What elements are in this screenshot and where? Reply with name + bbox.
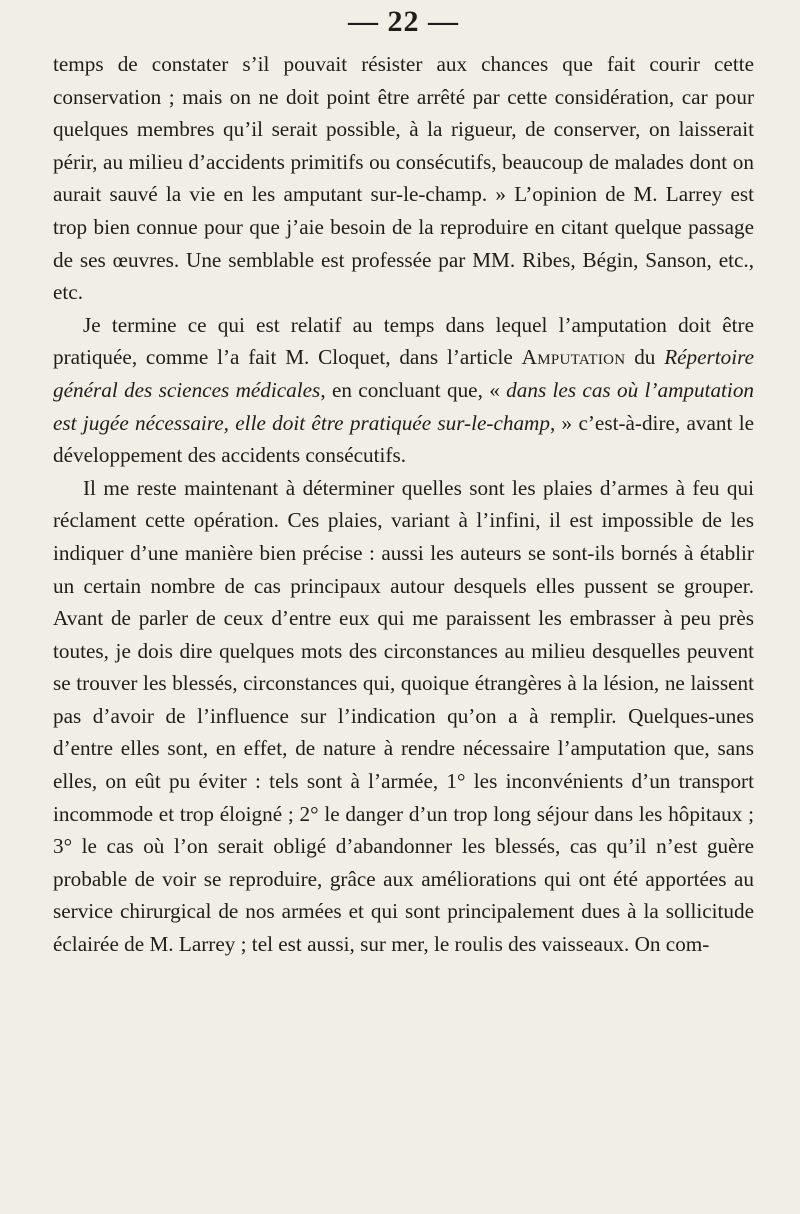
- paragraph-3: Il me reste maintenant à déterminer quelles sont les plaies d’armes à feu qui réclament cette opération. Ces plaies, variant à l’infini, il est impossible de les indiquer d’une manière bien précise : aussi les auteurs se sont-ils bornés à établir un certain nombre de cas principaux autour desquels elles pussent se grouper. Avant de parler de ceux d’entre eux qui me paraissent les embrasser à peu près toutes, je dois dire quelques mots des circonstances au milieu desquelles peuvent se trouver les blessés, circonstances qui, quoique étrangères à la lésion, ne laissent pas d’avoir de l’influence sur l’indication qu’on a à remplir. Quelques-unes d’entre elles sont, en effet, de nature à rendre nécessaire l’amputation que, sans elles, on eût pu éviter : tels sont à l’armée, 1° les inconvénients d’un transport incommode et trop éloigné ; 2° le danger d’un trop long séjour dans les hôpitaux ; 3° le cas où l’on serait obligé d’abandonner les blessés, cas qu’il n’est guère probable de voir se reproduire, grâce aux améliorations qui ont été apportées au service chirurgical de nos armées et qui sont principalement dues à la sollicitude éclairée de M. Larrey ; tel est aussi, sur mer, le roulis des vaisseaux. On com-: [53, 475, 754, 957]
- paragraph-2-text-b: du: [625, 345, 665, 370]
- repertoire-title: Répertoire général des sciences médicales: [53, 345, 755, 402]
- paragraph-2: [53, 309, 754, 472]
- paragraph-2-text-d: , » c’est-à-dire, avant le développement des accidents consécutifs.: [53, 410, 754, 468]
- paragraph-1: temps de constater s’il pouvait résister aux chances que fait courir cette conservation ; mais on ne doit point être arrêté par cette considération, car pour quelques membres qu’il serait possible, à la rigueur, de conserver, on laisserait périr, au milieu d’accidents primitifs ou consécutifs, beaucoup de malades dont on aurait sauvé la vie en les amputant sur-le-champ. » L’opinion de M. Larrey est trop bien connue pour que j’aie besoin de la reproduire en citant quelque passage de ses œuvres. Une semblable est professée par MM. Ribes, Bégin, Sanson, etc., etc.: [53, 52, 754, 305]
- quoted-conclusion: dans les cas où l’amputation est jugée nécessaire, elle doit être pratiquée sur-le-champ: [53, 377, 755, 435]
- article-title-smallcaps: Amputation: [521, 345, 626, 370]
- page-number: — 22 —: [348, 5, 459, 38]
- paragraph-2-text-c: , en concluant que, «: [320, 377, 507, 402]
- paragraph-2-text-a: Je termine ce qui est relatif au temps dans lequel l’amputation doit être pratiquée, comme l’a fait M. Cloquet, dans l’article: [53, 312, 754, 370]
